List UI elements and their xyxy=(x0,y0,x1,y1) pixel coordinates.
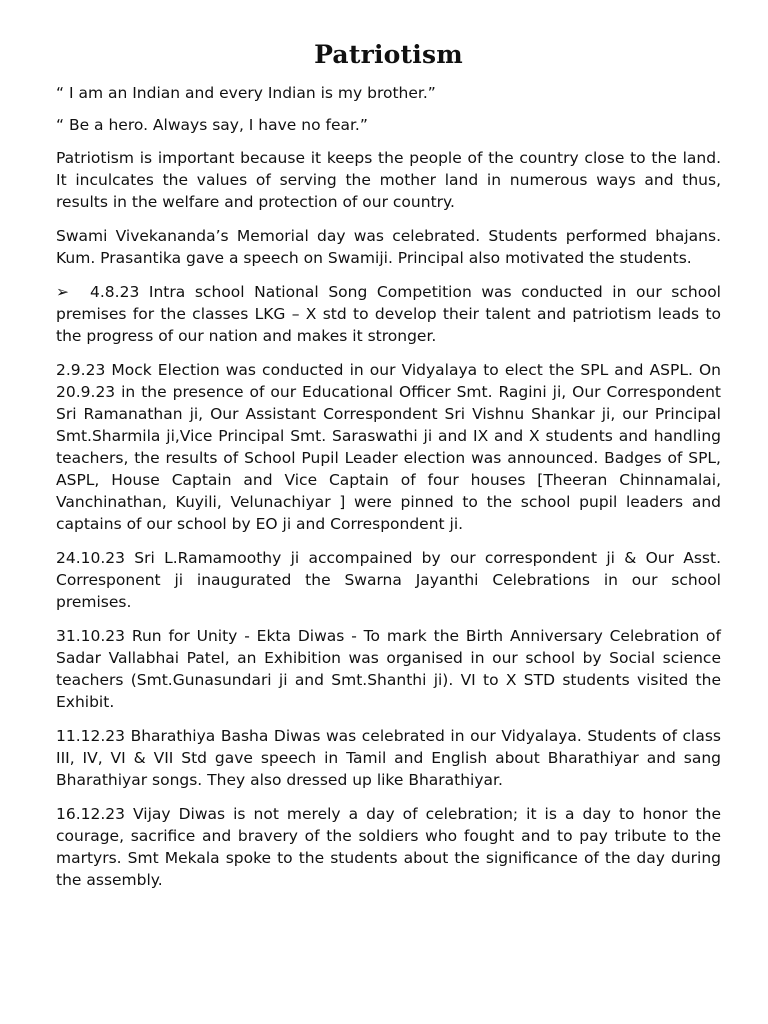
swarna-jayanthi-paragraph: 24.10.23 Sri L.Ramamoothy ji accompained by our correspondent ji & Our Asst. Corresponent ji inaugurated the Swarna Jayanthi Celebrations in our school premises. xyxy=(56,549,721,611)
page-title: Patriotism xyxy=(314,40,463,69)
vivekananda-paragraph: Swami Vivekananda’s Memorial day was celebrated. Students performed bhajans. Kum. Prasantika gave a speech on Swamiji. Principal also motivated the students. xyxy=(56,227,721,267)
document-page xyxy=(56,40,721,903)
intro-paragraph: Patriotism is important because it keeps the people of the country close to the land. It inculcates the values of serving the mother land in numerous ways and thus, results in the welfare and protection of our country. xyxy=(56,149,721,211)
bharathiya-basha-paragraph: 11.12.23 Bharathiya Basha Diwas was celebrated in our Vidyalaya. Students of class III, IV, VI & VII Std gave speech in Tamil and English about Bharathiyar and sang Bharathiyar songs. They also dressed up like Bharathiyar. xyxy=(56,727,721,789)
national-song-paragraph xyxy=(56,281,721,347)
quote-be-a-hero: “ Be a hero. Always say, I have no fear.” xyxy=(56,116,368,134)
run-for-unity-paragraph: 31.10.23 Run for Unity - Ekta Diwas - To mark the Birth Anniversary Celebration of Sadar Vallabhai Patel, an Exhibition was organised in our school by Social science teachers (Smt.Gunasundari ji and Smt.Shanthi ji). VI to X STD students visited the Exhibit. xyxy=(56,627,721,711)
mock-election-paragraph: 2.9.23 Mock Election was conducted in our Vidyalaya to elect the SPL and ASPL. On 20.9.23 in the presence of our Educational Officer Smt. Ragini ji, Our Correspondent Sri Ramanathan ji, Our Assistant Correspondent Sri Vishnu Shankar ji, our Principal Smt.Sharmila ji,Vice Principal Smt. Saraswathi ji and IX and X students and handling teachers, the results of School Pupil Leader election was announced. Badges of SPL, ASPL, House Captain and Vice Captain of four houses [Theeran Chinnamalai, Vanchinathan, Kuyili, Velunachiyar ] were pinned to the school pupil leaders and captains of our school by EO ji and Correspondent ji. xyxy=(56,361,721,533)
quote-indian-brother: “ I am an Indian and every Indian is my brother.” xyxy=(56,84,436,102)
arrow-bullet-icon: ➢ xyxy=(56,283,69,301)
national-song-text: 4.8.23 Intra school National Song Competition was conducted in our school premises for the classes LKG – X std to develop their talent and patriotism leads to the progress of our nation and makes it stronger. xyxy=(56,283,721,345)
vijay-diwas-paragraph: 16.12.23 Vijay Diwas is not merely a day of celebration; it is a day to honor the courage, sacrifice and bravery of the soldiers who fought and to pay tribute to the martyrs. Smt Mekala spoke to the students about the significance of the day during the assembly. xyxy=(56,805,721,889)
